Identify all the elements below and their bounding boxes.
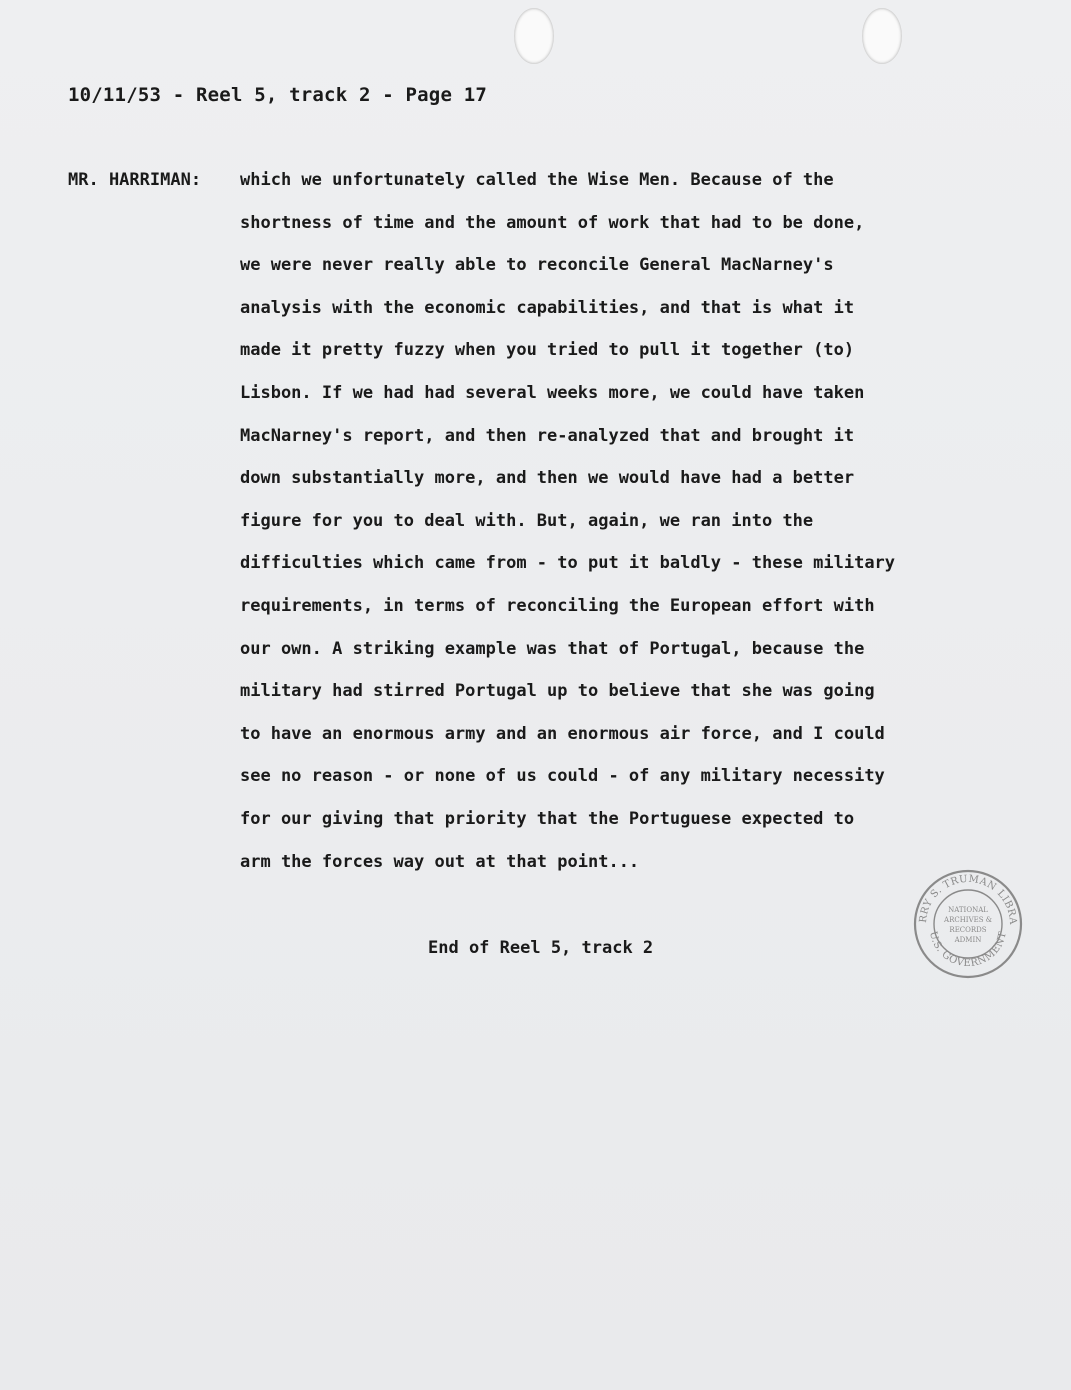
transcript-line: down substantially more, and then we would have had a better bbox=[240, 468, 855, 489]
transcript-line: analysis with the economic capabilities, and that is what it bbox=[240, 297, 855, 318]
transcript-line: difficulties which came from - to put it baldly - these military bbox=[240, 553, 896, 574]
transcript-line: we were never really able to reconcile General MacNarney's bbox=[240, 255, 834, 276]
svg-text:ADMIN: ADMIN bbox=[954, 936, 982, 944]
speaker-label: MR. HARRIMAN: bbox=[68, 170, 202, 190]
transcript-line: MacNarney's report, and then re-analyzed that and brought it bbox=[240, 425, 855, 446]
transcript-line: figure for you to deal with. But, again, we ran into the bbox=[240, 510, 814, 531]
transcript-line: our own. A striking example was that of Portugal, because the bbox=[240, 638, 865, 659]
transcript-body bbox=[240, 170, 940, 894]
transcript-line: made it pretty fuzzy when you tried to pull it together (to) bbox=[240, 340, 855, 361]
library-stamp-seal bbox=[912, 868, 1024, 980]
transcript-line: arm the forces way out at that point... bbox=[240, 851, 640, 872]
library-stamp bbox=[912, 868, 1024, 980]
svg-text:NATIONAL: NATIONAL bbox=[948, 906, 988, 914]
punch-hole-right bbox=[862, 8, 902, 64]
svg-text:RECORDS: RECORDS bbox=[949, 926, 987, 934]
svg-text:ARCHIVES &: ARCHIVES & bbox=[944, 916, 992, 924]
transcript-line: to have an enormous army and an enormous air force, and I could bbox=[240, 723, 885, 744]
svg-text:U.S. GOVERNMENT: U.S. GOVERNMENT bbox=[927, 930, 1009, 970]
transcript-line: military had stirred Portugal up to believe that she was going bbox=[240, 681, 875, 702]
punch-hole-left bbox=[514, 8, 554, 64]
transcript-line: for our giving that priority that the Portuguese expected to bbox=[240, 808, 855, 829]
page-header: 10/11/53 - Reel 5, track 2 - Page 17 bbox=[68, 84, 488, 106]
transcript-line: see no reason - or none of us could - of any military necessity bbox=[240, 766, 885, 787]
transcript-line: which we unfortunately called the Wise Men. Because of the bbox=[240, 170, 834, 190]
end-of-reel-note: End of Reel 5, track 2 bbox=[428, 938, 654, 958]
transcript-line: requirements, in terms of reconciling the European effort with bbox=[240, 595, 875, 616]
svg-text:HARRY S. TRUMAN LIBRARY: RRY S. TRUMAN LIBRA bbox=[917, 873, 1019, 926]
transcript-line: Lisbon. If we had had several weeks more, we could have taken bbox=[240, 382, 865, 403]
transcript-line: shortness of time and the amount of work that had to be done, bbox=[240, 212, 865, 233]
